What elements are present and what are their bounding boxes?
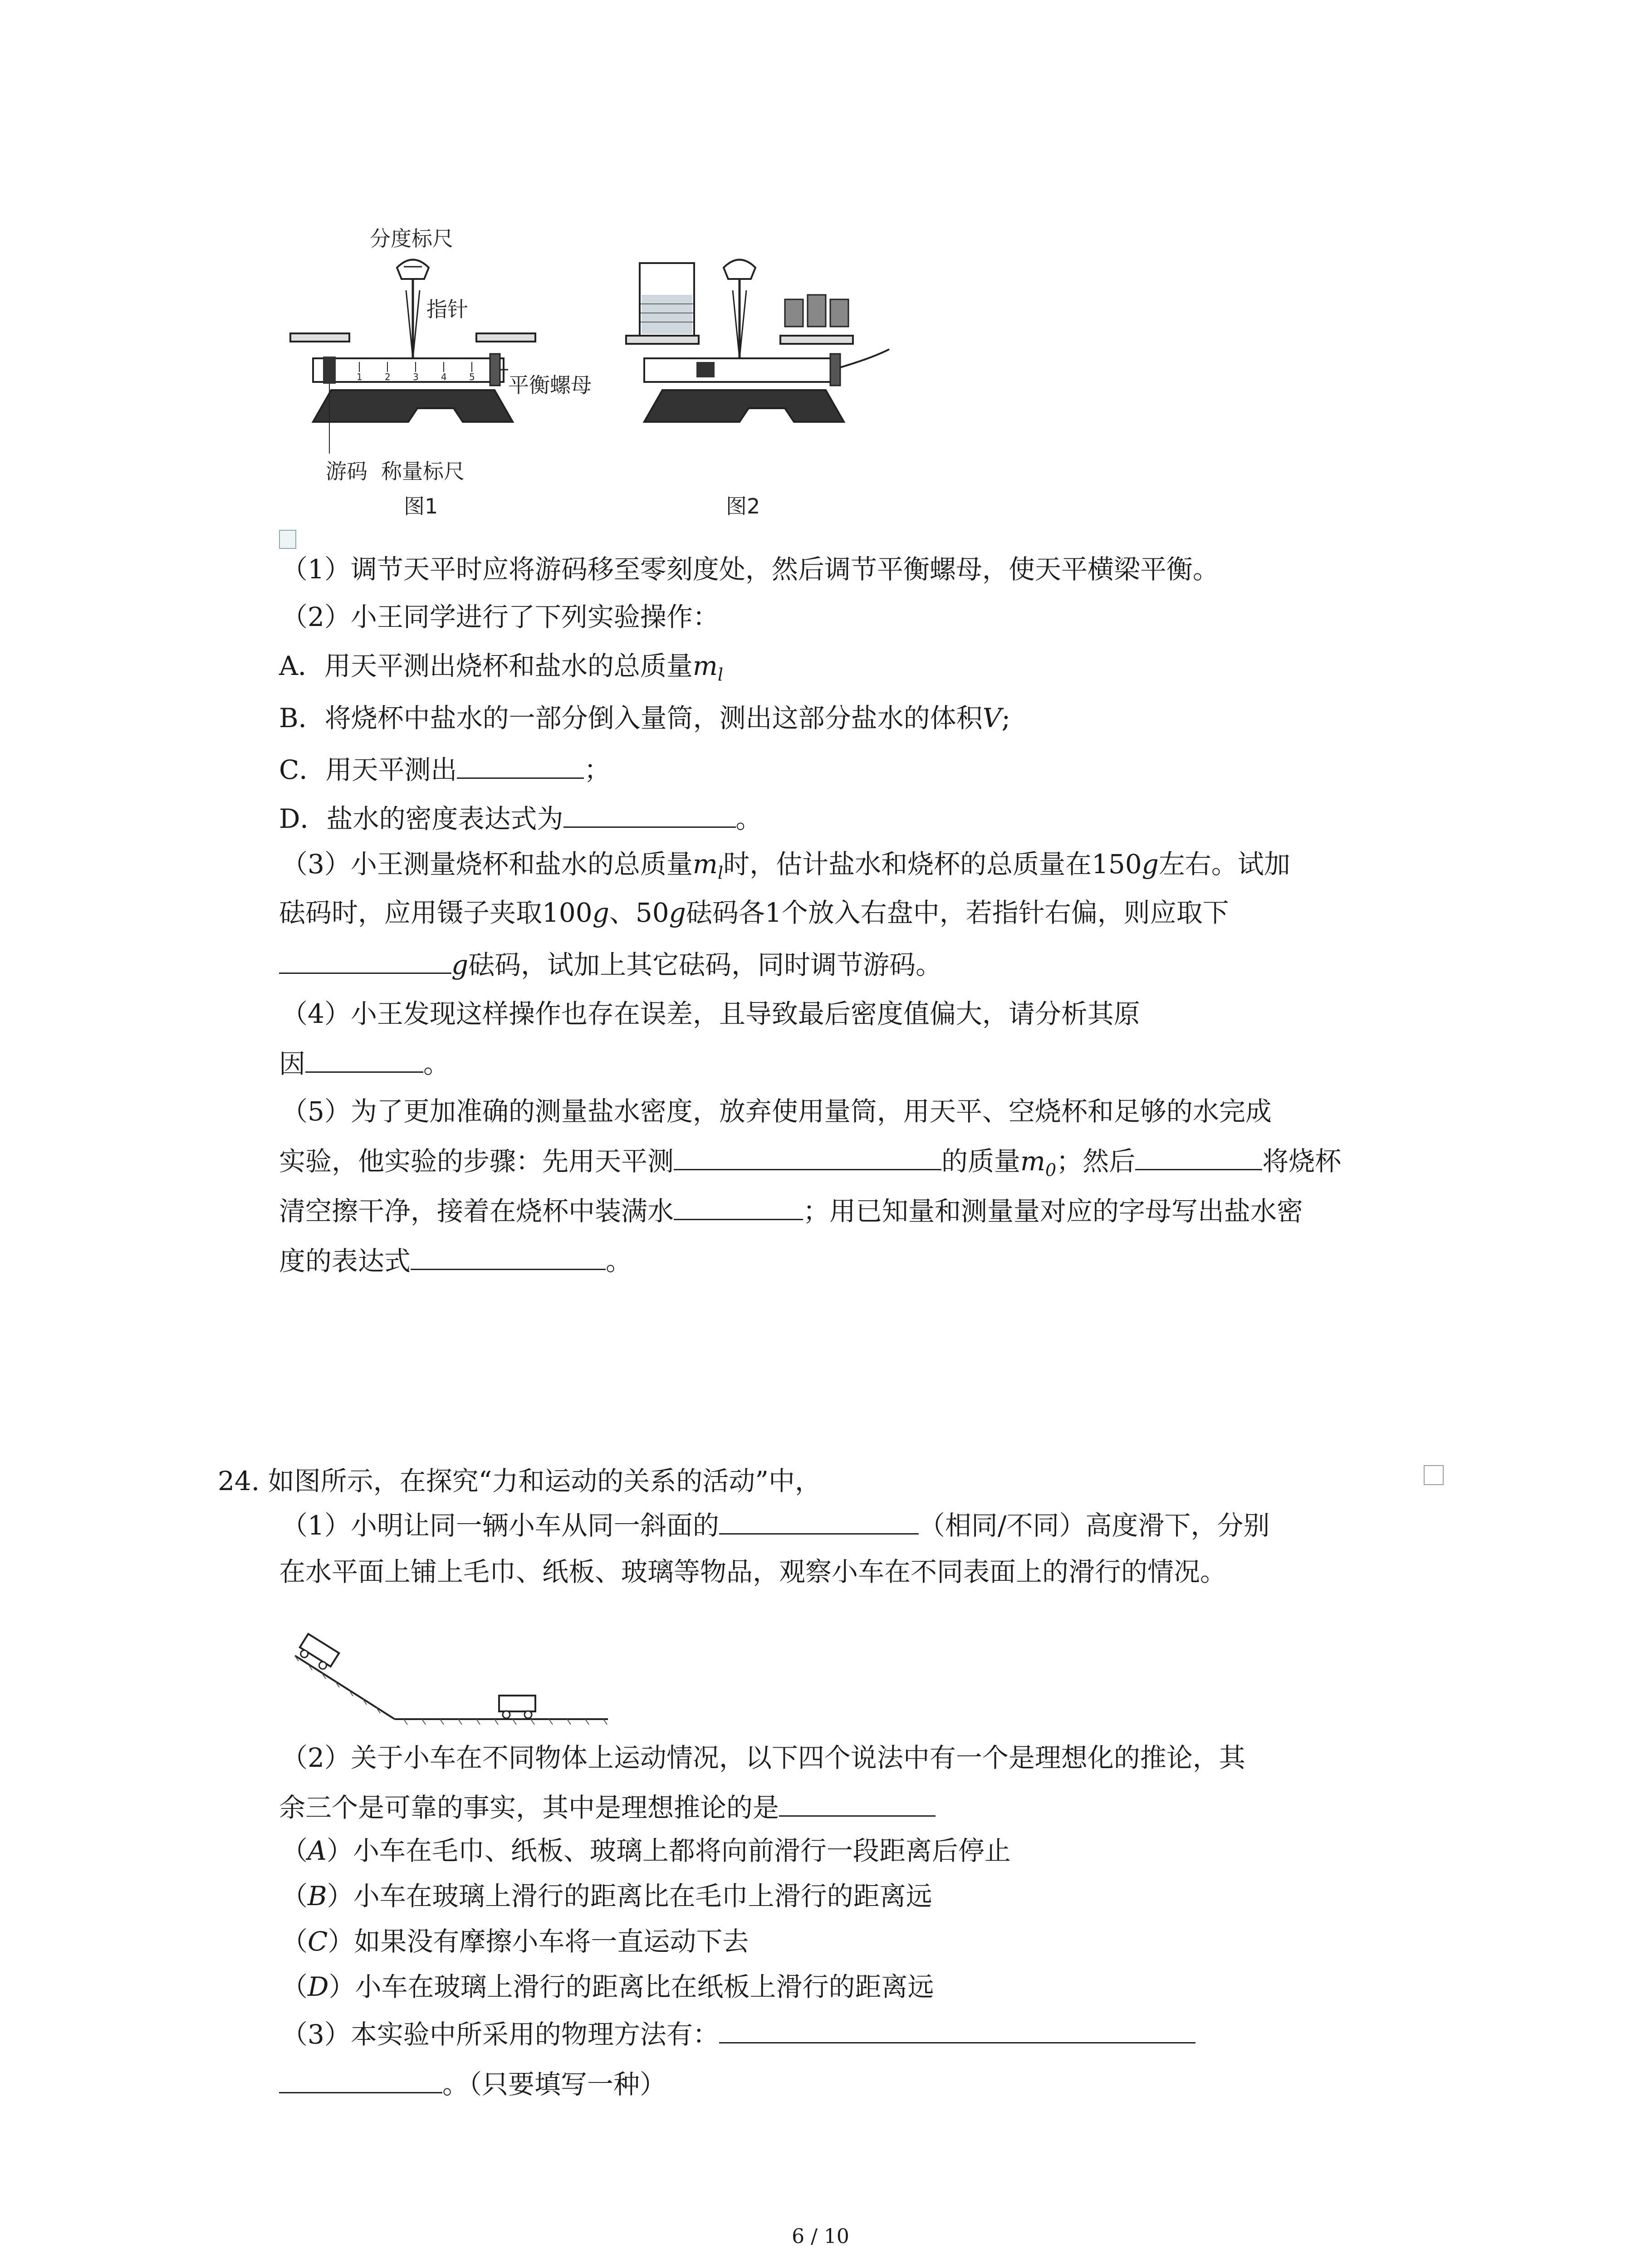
answer-blank-then[interactable] [1135, 1141, 1262, 1170]
q24-part2-line1: （2）关于小车在不同物体上运动情况，以下四个说法中有一个是理想化的推论，其 [281, 1742, 1245, 1773]
answer-blank-weight[interactable] [279, 944, 451, 974]
caption-fig1: 图1 [404, 494, 438, 518]
q24-option-c [281, 1923, 749, 1960]
label-nut: 平衡螺母 [508, 373, 592, 397]
q24-part3-line1 [281, 2014, 1195, 2053]
answer-blank-measure[interactable] [674, 1141, 941, 1170]
q23-option-d [279, 798, 762, 837]
label-scale: 分度标尺 [370, 226, 453, 251]
sub-l: l [717, 665, 724, 685]
q24-option-d-text: ）小车在玻璃上滑行的距离比在纸板上滑行的距离远 [328, 1971, 934, 2002]
q23-part5-text-f: ；用已知量和测量量对应的字母写出盐水密 [803, 1196, 1303, 1227]
q23-part3-line3 [279, 944, 942, 983]
q24-option-a [281, 1833, 1011, 1869]
paren-open: （ [281, 1926, 308, 1957]
q24-option-b [281, 1878, 932, 1914]
q23-part3-text-d: 砝码时，应用镊子夹取100 [279, 897, 593, 928]
q23-option-c-end: ； [584, 754, 611, 785]
unit-g: g [451, 949, 469, 980]
tick-5: 5 [469, 371, 475, 382]
answer-blank-reason[interactable] [305, 1043, 423, 1073]
image-placeholder-icon [279, 530, 296, 549]
nut-icon [490, 354, 500, 386]
q24-part2-text: 余三个是可靠的事实，其中是理想推论的是 [279, 1792, 779, 1823]
answer-blank-density[interactable] [411, 1241, 606, 1270]
answer-blank-height[interactable] [719, 1505, 919, 1535]
balance-figure-2 [626, 260, 889, 519]
q23-part3-text-f: 砝码各1个放入右盘中，若指针右偏，则应取下 [686, 897, 1229, 928]
q23-part5-text-e: 清空擦干净，接着在烧杯中装满水 [279, 1196, 674, 1227]
caption-fig2: 图2 [726, 494, 760, 518]
q23-option-d-text: D．盐水的密度表达式为 [279, 803, 563, 834]
q24-part1-line2: 在水平面上铺上毛巾、纸板、玻璃等物品，观察小车在不同表面上的滑行的情况。 [279, 1556, 1227, 1587]
paren-open: （ [281, 1971, 308, 2002]
q23-part4-text: 因 [279, 1048, 306, 1079]
q23-part5-text-c: ；然后 [1056, 1146, 1136, 1177]
q23-part2: （2）小王同学进行了下列实验操作： [281, 601, 719, 632]
q23-part5-line3 [279, 1191, 1303, 1229]
unit-g: g [1141, 849, 1159, 880]
var-v: V [982, 703, 1002, 733]
q23-part4-line1: （4）小王发现这样操作也存在误差，且导致最后密度值偏大，请分析其原 [281, 998, 1140, 1029]
answer-blank-d[interactable] [563, 798, 736, 828]
paren-open: （ [281, 1835, 308, 1866]
balance-figure-1 [290, 226, 592, 518]
label-rider: 游码 [326, 459, 367, 484]
q23-option-b-text: B．将烧杯中盐水的一部分倒入量筒，测出这部分盐水的体积 [279, 703, 983, 733]
option-letter: A [308, 1835, 327, 1866]
balance-figure [281, 218, 926, 535]
q24-option-d [281, 1969, 934, 2005]
q23-part4-end: 。 [423, 1048, 450, 1079]
sub-l: l [717, 863, 724, 883]
q23-option-b [279, 700, 1010, 736]
q24-option-a-text: ）小车在毛巾、纸板、玻璃上都将向前滑行一段距离后停止 [326, 1835, 1011, 1866]
q24-part3-end: 。（只要填写一种） [442, 2069, 666, 2100]
q23-part5-line4 [279, 1241, 632, 1279]
q23-part5-line2 [279, 1141, 1341, 1188]
q23-option-d-end: 。 [735, 803, 762, 834]
answer-blank-method[interactable] [719, 2014, 1195, 2043]
q23-part3-text-b: 时，估计盐水和烧杯的总质量在150 [723, 849, 1142, 880]
q23-option-a-text: A．用天平测出烧杯和盐水的总质量 [279, 650, 693, 681]
q23-part3-text-e: 、50 [609, 897, 669, 928]
cart-on-ground-icon [499, 1696, 535, 1718]
q23-part5-end: 。 [606, 1246, 632, 1276]
q23-option-c [279, 749, 610, 788]
q24-part3-line2 [279, 2064, 666, 2102]
q23-part5-text-a: 实验，他实验的步骤：先用天平测 [279, 1146, 674, 1177]
q23-part3-line2 [279, 894, 1229, 931]
q23-part3-text-g: 砝码，试加上其它砝码，同时调节游码。 [468, 949, 942, 980]
answer-blank-method-cont[interactable] [279, 2064, 442, 2093]
var-m: m [692, 849, 718, 880]
q24-part2-line2 [279, 1787, 936, 1826]
q24-part1-text-a: （1）小明让同一辆小车从同一斜面的 [281, 1510, 719, 1541]
q24-part1-text-b: （相同/不同）高度滑下，分别 [918, 1510, 1270, 1541]
q23-part5-line1: （5）为了更加准确的测量盐水密度，放弃使用量筒，用天平、空烧杯和足够的水完成 [281, 1096, 1272, 1127]
q24-option-b-text: ）小车在玻璃上滑行的距离比在毛巾上滑行的距离远 [327, 1881, 932, 1911]
q23-part5-text-b: 的质量 [941, 1146, 1021, 1177]
q23-option-c-text: C．用天平测出 [279, 754, 457, 785]
unit-g: g [669, 897, 686, 928]
q23-option-b-end: ; [1001, 703, 1011, 733]
q23-option-a [279, 648, 723, 693]
paren-open: （ [281, 1881, 308, 1911]
option-letter: C [308, 1926, 328, 1957]
q24-option-c-text: ）如果没有摩擦小车将一直运动下去 [328, 1926, 749, 1957]
answer-blank-ideal[interactable] [779, 1787, 936, 1817]
var-m: m [1020, 1146, 1046, 1177]
q24-part1-line1 [281, 1505, 1269, 1544]
label-beam: 称量标尺 [381, 459, 465, 484]
q23-part3-text-a: （3）小王测量烧杯和盐水的总质量 [281, 849, 693, 880]
q24-title: 24. 如图所示，在探究“力和运动的关系的活动”中， [218, 1466, 821, 1496]
tick-2: 2 [385, 371, 391, 382]
incline-figure [290, 1624, 617, 1728]
answer-blank-c[interactable] [457, 749, 584, 779]
var-m: m [692, 650, 718, 681]
unit-g: g [592, 897, 609, 928]
cart-on-slope-icon [296, 1634, 339, 1672]
tick-3: 3 [413, 371, 419, 382]
q23-part5-text-g: 度的表达式 [279, 1246, 411, 1276]
page-number: 6 / 10 [792, 2225, 849, 2248]
option-letter: D [308, 1971, 329, 2002]
tick-4: 4 [441, 371, 447, 382]
q23-part5-text-d: 将烧杯 [1262, 1146, 1342, 1177]
q23-part3-line1 [281, 846, 1290, 891]
q23-part1: （1）调节天平时应将游码移至零刻度处，然后调节平衡螺母，使天平横梁平衡。 [281, 554, 1219, 585]
rider-icon [323, 357, 336, 384]
option-letter: B [308, 1881, 327, 1911]
tick-1: 1 [357, 371, 362, 382]
sub-0: 0 [1045, 1160, 1057, 1180]
q23-part4-line2 [279, 1043, 450, 1082]
q23-part3-text-c: 左右。试加 [1158, 849, 1290, 880]
label-pointer: 指针 [426, 297, 468, 322]
q24-part3-text: （3）本实验中所采用的物理方法有： [281, 2019, 719, 2050]
checkbox-icon[interactable] [1424, 1465, 1444, 1485]
answer-blank-water[interactable] [674, 1191, 803, 1220]
